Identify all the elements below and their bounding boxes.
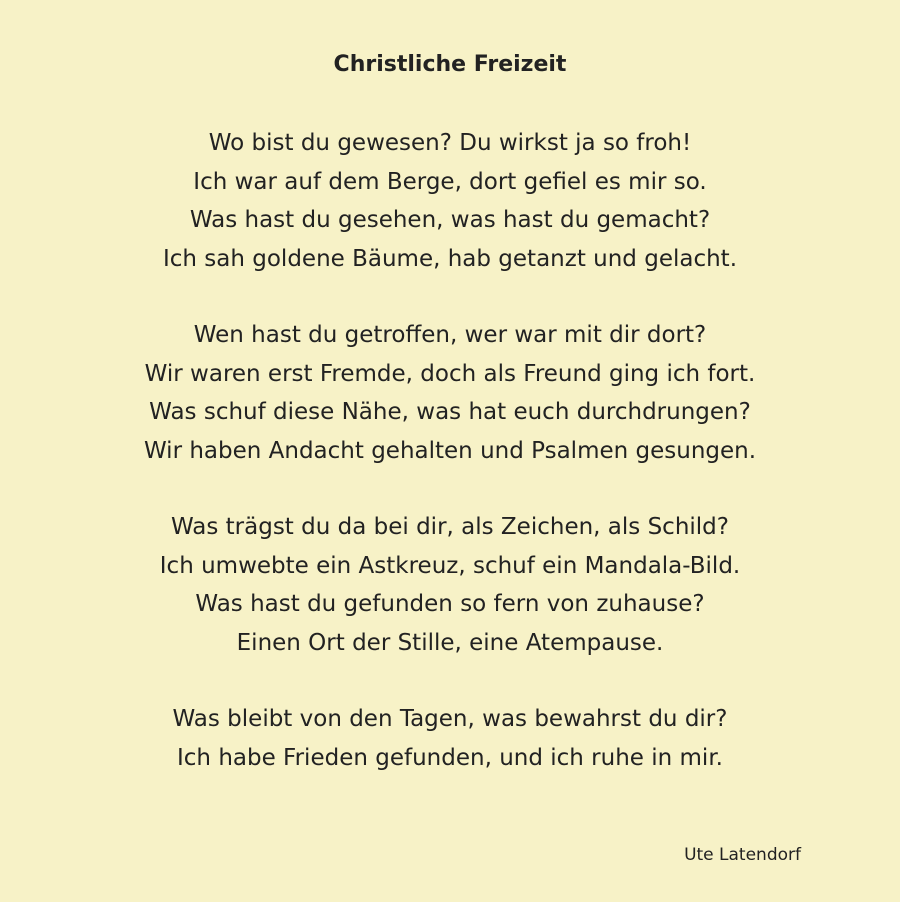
poem-line: Wir waren erst Fremde, doch als Freund ging ich fort. (144, 360, 756, 387)
poem-line: Ich sah goldene Bäume, hab getanzt und gelacht. (162, 245, 738, 272)
poem-line: Ich war auf dem Berge, dort gefiel es mir so. (193, 168, 707, 195)
poem-title: Christliche Freizeit (333, 52, 567, 77)
author-signature: Ute Latendorf (684, 845, 801, 865)
poem-line: Einen Ort der Stille, eine Atempause. (236, 629, 664, 656)
stanza-1 (0, 124, 900, 278)
poem-line: Was hast du gesehen, was hast du gemacht? (189, 207, 711, 233)
poem-line: Was bleibt von den Tagen, was bewahrst du dir? (172, 706, 728, 732)
poem-line: Was hast du gefunden so fern von zuhause? (195, 591, 705, 617)
stanza-3 (0, 508, 900, 662)
poem-line: Wen hast du getroffen, wer war mit dir dort? (193, 322, 707, 348)
stanza-2 (0, 316, 900, 470)
poem-line: Ich umwebte ein Astkreuz, schuf ein Mandala-Bild. (159, 552, 741, 579)
poem-line: Ich habe Frieden gefunden, und ich ruhe in mir. (177, 744, 723, 771)
poem-line: Was schuf diese Nähe, was hat euch durchdrungen? (149, 399, 751, 425)
poem-line: Wir haben Andacht gehalten und Psalmen gesungen. (143, 437, 757, 464)
stanza-4 (0, 700, 900, 777)
poem-line: Wo bist du gewesen? Du wirkst ja so froh! (208, 130, 692, 156)
poem-line: Was trägst du da bei dir, als Zeichen, als Schild? (171, 514, 729, 540)
